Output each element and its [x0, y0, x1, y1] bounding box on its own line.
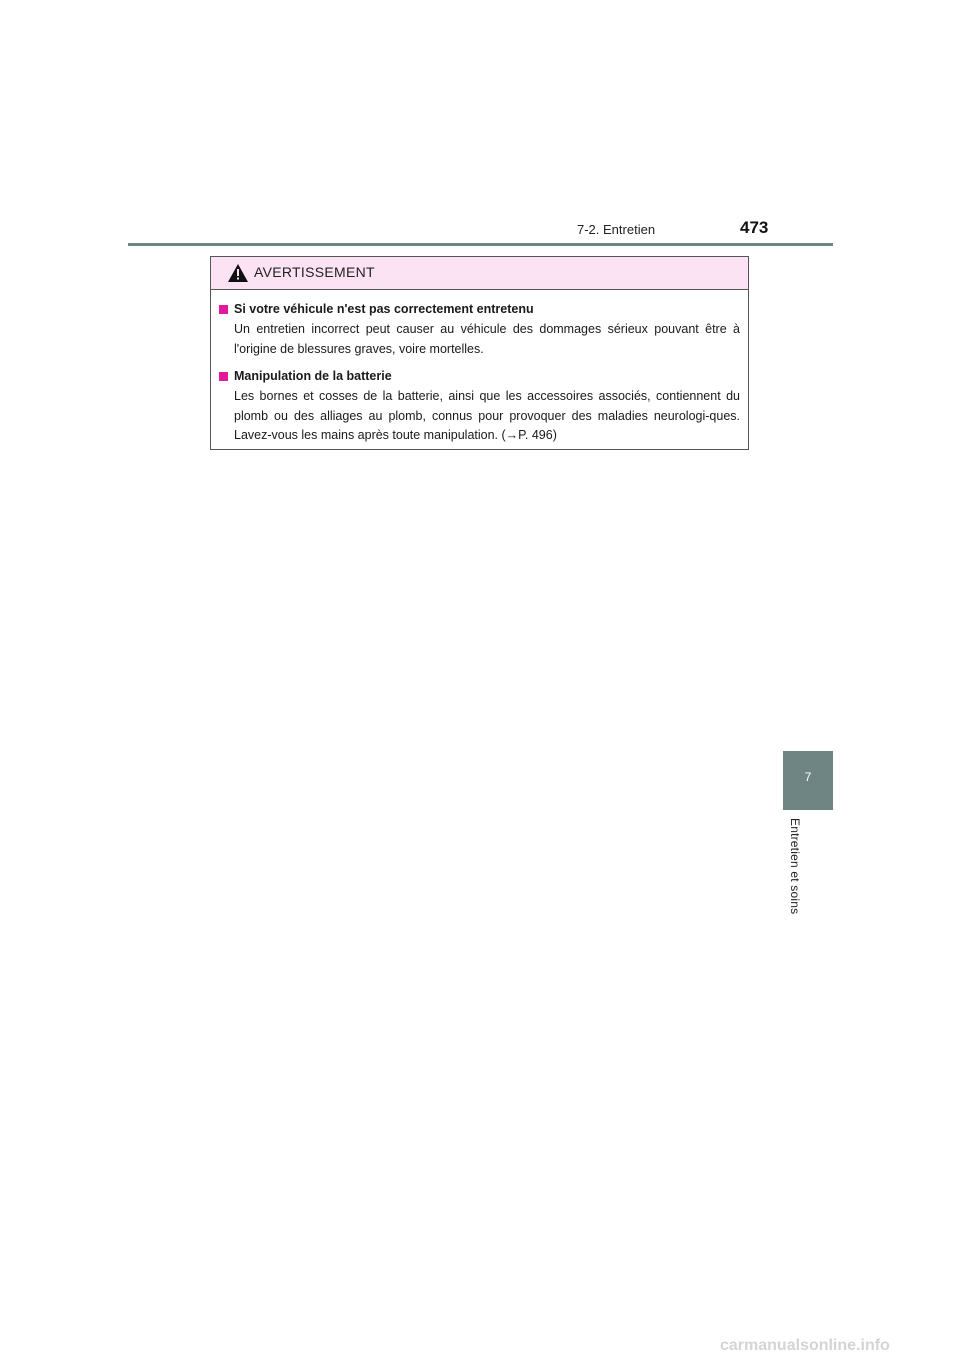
warning-item: [219, 367, 740, 446]
chapter-tab: [783, 751, 833, 810]
warning-item-heading-text: Si votre véhicule n'est pas correctement entretenu: [234, 302, 534, 316]
warning-body: [211, 290, 748, 446]
chapter-number: 7: [804, 770, 812, 784]
warning-title: AVERTISSEMENT: [254, 264, 375, 280]
warning-header: [211, 257, 748, 290]
warning-box: [210, 256, 749, 450]
warning-item-heading: [219, 300, 740, 319]
warning-item-text: Un entretien incorrect peut causer au véhicule des dommages sérieux pouvant être à l'origine de blessures graves, voire mortelles.: [234, 322, 740, 356]
page-number: 473: [740, 218, 769, 237]
header-section-title: 7-2. Entretien: [577, 222, 656, 237]
square-bullet-icon: [219, 372, 228, 381]
warning-item-text: Les bornes et cosses de la batterie, ainsi que les accessoires associés, contiennent du plomb ou des alliages au plomb, connus pour provoquer des maladies neurologi-ques. Lavez-vous les mains après toute manipulation. (→P. 496): [234, 389, 740, 442]
warning-item-heading: [219, 367, 740, 386]
chapter-label: Entretien et soins: [788, 818, 802, 915]
header-rule: [128, 243, 833, 246]
warning-item: [219, 300, 740, 359]
square-bullet-icon: [219, 305, 228, 314]
warning-item-heading-text: Manipulation de la batterie: [234, 369, 392, 383]
warning-triangle-icon: [228, 264, 248, 282]
watermark: carmanualsonline.info: [720, 1337, 890, 1354]
